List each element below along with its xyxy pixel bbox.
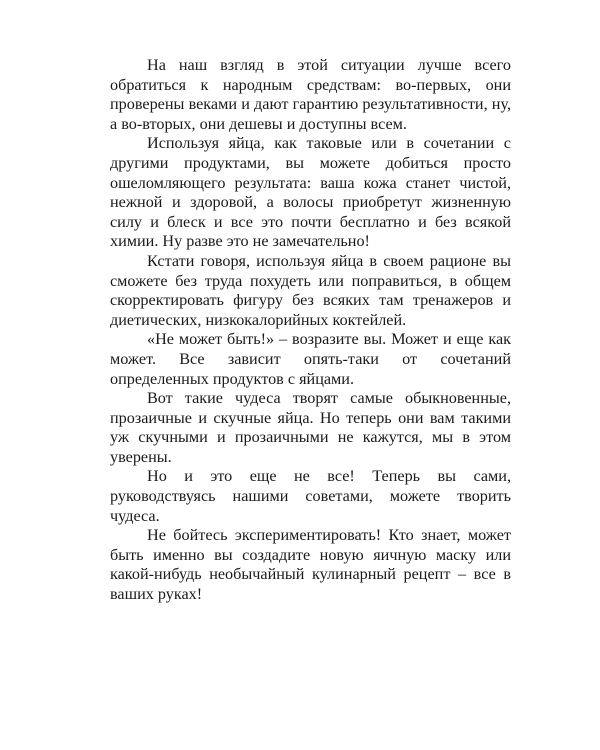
paragraph-1: На наш взгляд в этой ситуации лучше всего обратиться к народным средствам: во-первых, они проверены веками и дают гарантию результативности, ну, а во-вторых, они дешевы и доступны всем. bbox=[110, 56, 511, 133]
paragraph-3: Кстати говоря, используя яйца в своем рационе вы сможете без труда похудеть или поправиться, в общем скорректировать фигуру без всяких там тренажеров и диетических, низкокалорийных коктейлей. bbox=[110, 251, 511, 329]
paragraph-7: Не бойтесь экспериментировать! Кто знает, может быть именно вы создадите новую яичную маску или какой-нибудь необычайный кулинарный рецепт – все в ваших руках! bbox=[110, 526, 511, 604]
paragraph-4: «Не может быть!» – возразите вы. Может и еще как может. Все зависит опять-таки от сочетаний определенных продуктов с яйцами. bbox=[110, 330, 511, 388]
paragraph-2: Используя яйца, как таковые или в сочетании с другими продуктами, вы можете добиться просто ошеломляющего результата: ваша кожа станет чистой, нежной и здоровой, а волосы приобретут жизненную силу и блеск и все это почти бесплатно и без всякой химии. Ну разве это не замечательно! bbox=[110, 134, 511, 251]
paragraph-6: Но и это еще не все! Теперь вы сами, руководствуясь нашими советами, можете творить чудеса. bbox=[110, 467, 511, 525]
paragraph-5: Вот такие чудеса творят самые обыкновенные, прозаичные и скучные яйца. Но теперь они вам такими уж скучными и прозаичными не кажутся, мы в этом уверены. bbox=[110, 389, 511, 466]
document-page bbox=[110, 56, 511, 605]
